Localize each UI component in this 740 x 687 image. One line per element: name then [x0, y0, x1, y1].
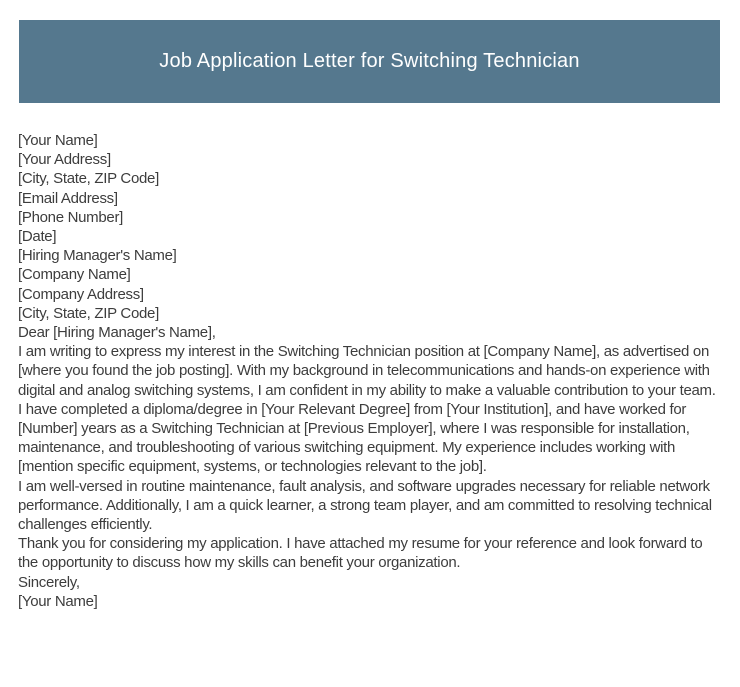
letter-line-your-address: [Your Address]: [18, 151, 111, 169]
letter-paragraph-intro: I am writing to express my interest in the Switching Technician position at [Company Name], as advertised on [where you found the job posting]. With my background in telecommunications and hands-on experience with digital and analog switching systems, I am confident in my ability to make a valuable contribution to your team.: [18, 343, 716, 399]
letter-line-hiring-manager: [Hiring Manager's Name]: [18, 247, 177, 265]
letter-salutation: Dear [Hiring Manager's Name],: [18, 324, 216, 342]
letter-line-email: [Email Address]: [18, 189, 118, 207]
letter-paragraph-experience: I have completed a diploma/degree in [Your Relevant Degree] from [Your Institution], and have worked for [Number] years as a Switching Technician at [Previous Employer], where I was responsible for installation, maintenance, and troubleshooting of various switching equipment. My experience includes working with [mention specific equipment, systems, or technologies relevant to the job].: [18, 400, 690, 476]
letter-paragraph-skills: I am well-versed in routine maintenance, fault analysis, and software upgrades necessary for reliable network performance. Additionally, I am a quick learner, a strong team player, and am committed to resolving technical challenges efficiently.: [18, 477, 712, 534]
page: [0, 20, 740, 687]
letter-line-your-name: [Your Name]: [18, 132, 98, 149]
letter-signature: [Your Name]: [18, 592, 98, 610]
letter-line-city-state-zip: [City, State, ZIP Code]: [18, 170, 159, 188]
letter-line-date: [Date]: [18, 228, 57, 246]
letter-line-company-address: [Company Address]: [18, 285, 144, 303]
letter-line-company-name: [Company Name]: [18, 266, 131, 284]
letter-line-company-city: [City, State, ZIP Code]: [18, 304, 159, 322]
letter-closing: Sincerely,: [18, 573, 80, 591]
page-title: Job Application Letter for Switching Technician: [159, 50, 580, 72]
letter-paragraph-thanks: Thank you for considering my application. I have attached my resume for your reference and look forward to the opportunity to discuss how my skills can benefit your organization.: [18, 535, 703, 572]
letter-line-phone: [Phone Number]: [18, 208, 124, 226]
letter-title-banner: [19, 20, 720, 103]
letter-body: [18, 131, 724, 611]
